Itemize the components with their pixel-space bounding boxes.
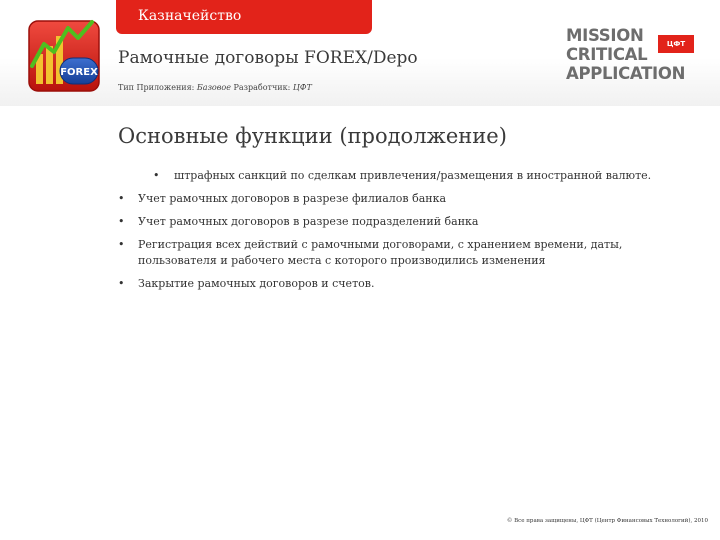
bullet-dot: • — [118, 238, 125, 251]
bullet-dot: • — [118, 192, 125, 205]
footer-copyright: © Все права защищены, ЦФТ (Центр Финансовых Технологий), 2010 — [506, 518, 708, 524]
developer-label: Разработчик: — [233, 83, 291, 92]
cft-badge: ЦФТ — [658, 35, 694, 53]
list-item — [118, 191, 698, 207]
list-item-text: Регистрация всех действий с рамочными договорами, с хранением времени, даты, пользователя и рабочего места с которого производились изменения — [138, 238, 623, 267]
mission-critical-logo — [566, 26, 696, 86]
forex-icon-label: FOREX — [60, 67, 98, 78]
app-type-value: Базовое — [196, 83, 231, 92]
bullet-dot: • — [153, 169, 160, 182]
logo-line-mission: MISSION — [566, 26, 644, 45]
bullet-dot: • — [118, 215, 125, 228]
list-item — [118, 237, 698, 269]
list-item-text: штрафных санкций по сделкам привлечения/размещения в иностранной валюте. — [174, 169, 652, 182]
app-title: Рамочные договоры FOREX/Depo — [118, 48, 418, 68]
list-item-text: Закрытие рамочных договоров и счетов. — [138, 277, 375, 290]
forex-app-icon — [26, 18, 102, 94]
developer-value: ЦФТ — [292, 83, 312, 92]
logo-line-critical: CRITICAL — [566, 45, 648, 64]
list-item-text: Учет рамочных договоров в разрезе подразделений банка — [138, 215, 479, 228]
list-item — [118, 168, 698, 184]
list-item — [118, 214, 698, 230]
list-item-text: Учет рамочных договоров в разрезе филиалов банка — [138, 192, 447, 205]
logo-line-application: APPLICATION — [566, 64, 686, 83]
list-item — [118, 276, 698, 292]
section-tab[interactable] — [116, 0, 372, 34]
app-meta — [118, 83, 312, 92]
section-tab-label: Казначейство — [138, 8, 242, 24]
app-type-label: Тип Приложения: — [118, 83, 195, 92]
slide-heading: Основные функции (продолжение) — [118, 124, 507, 148]
bullet-dot: • — [118, 277, 125, 290]
functions-list — [118, 168, 698, 299]
